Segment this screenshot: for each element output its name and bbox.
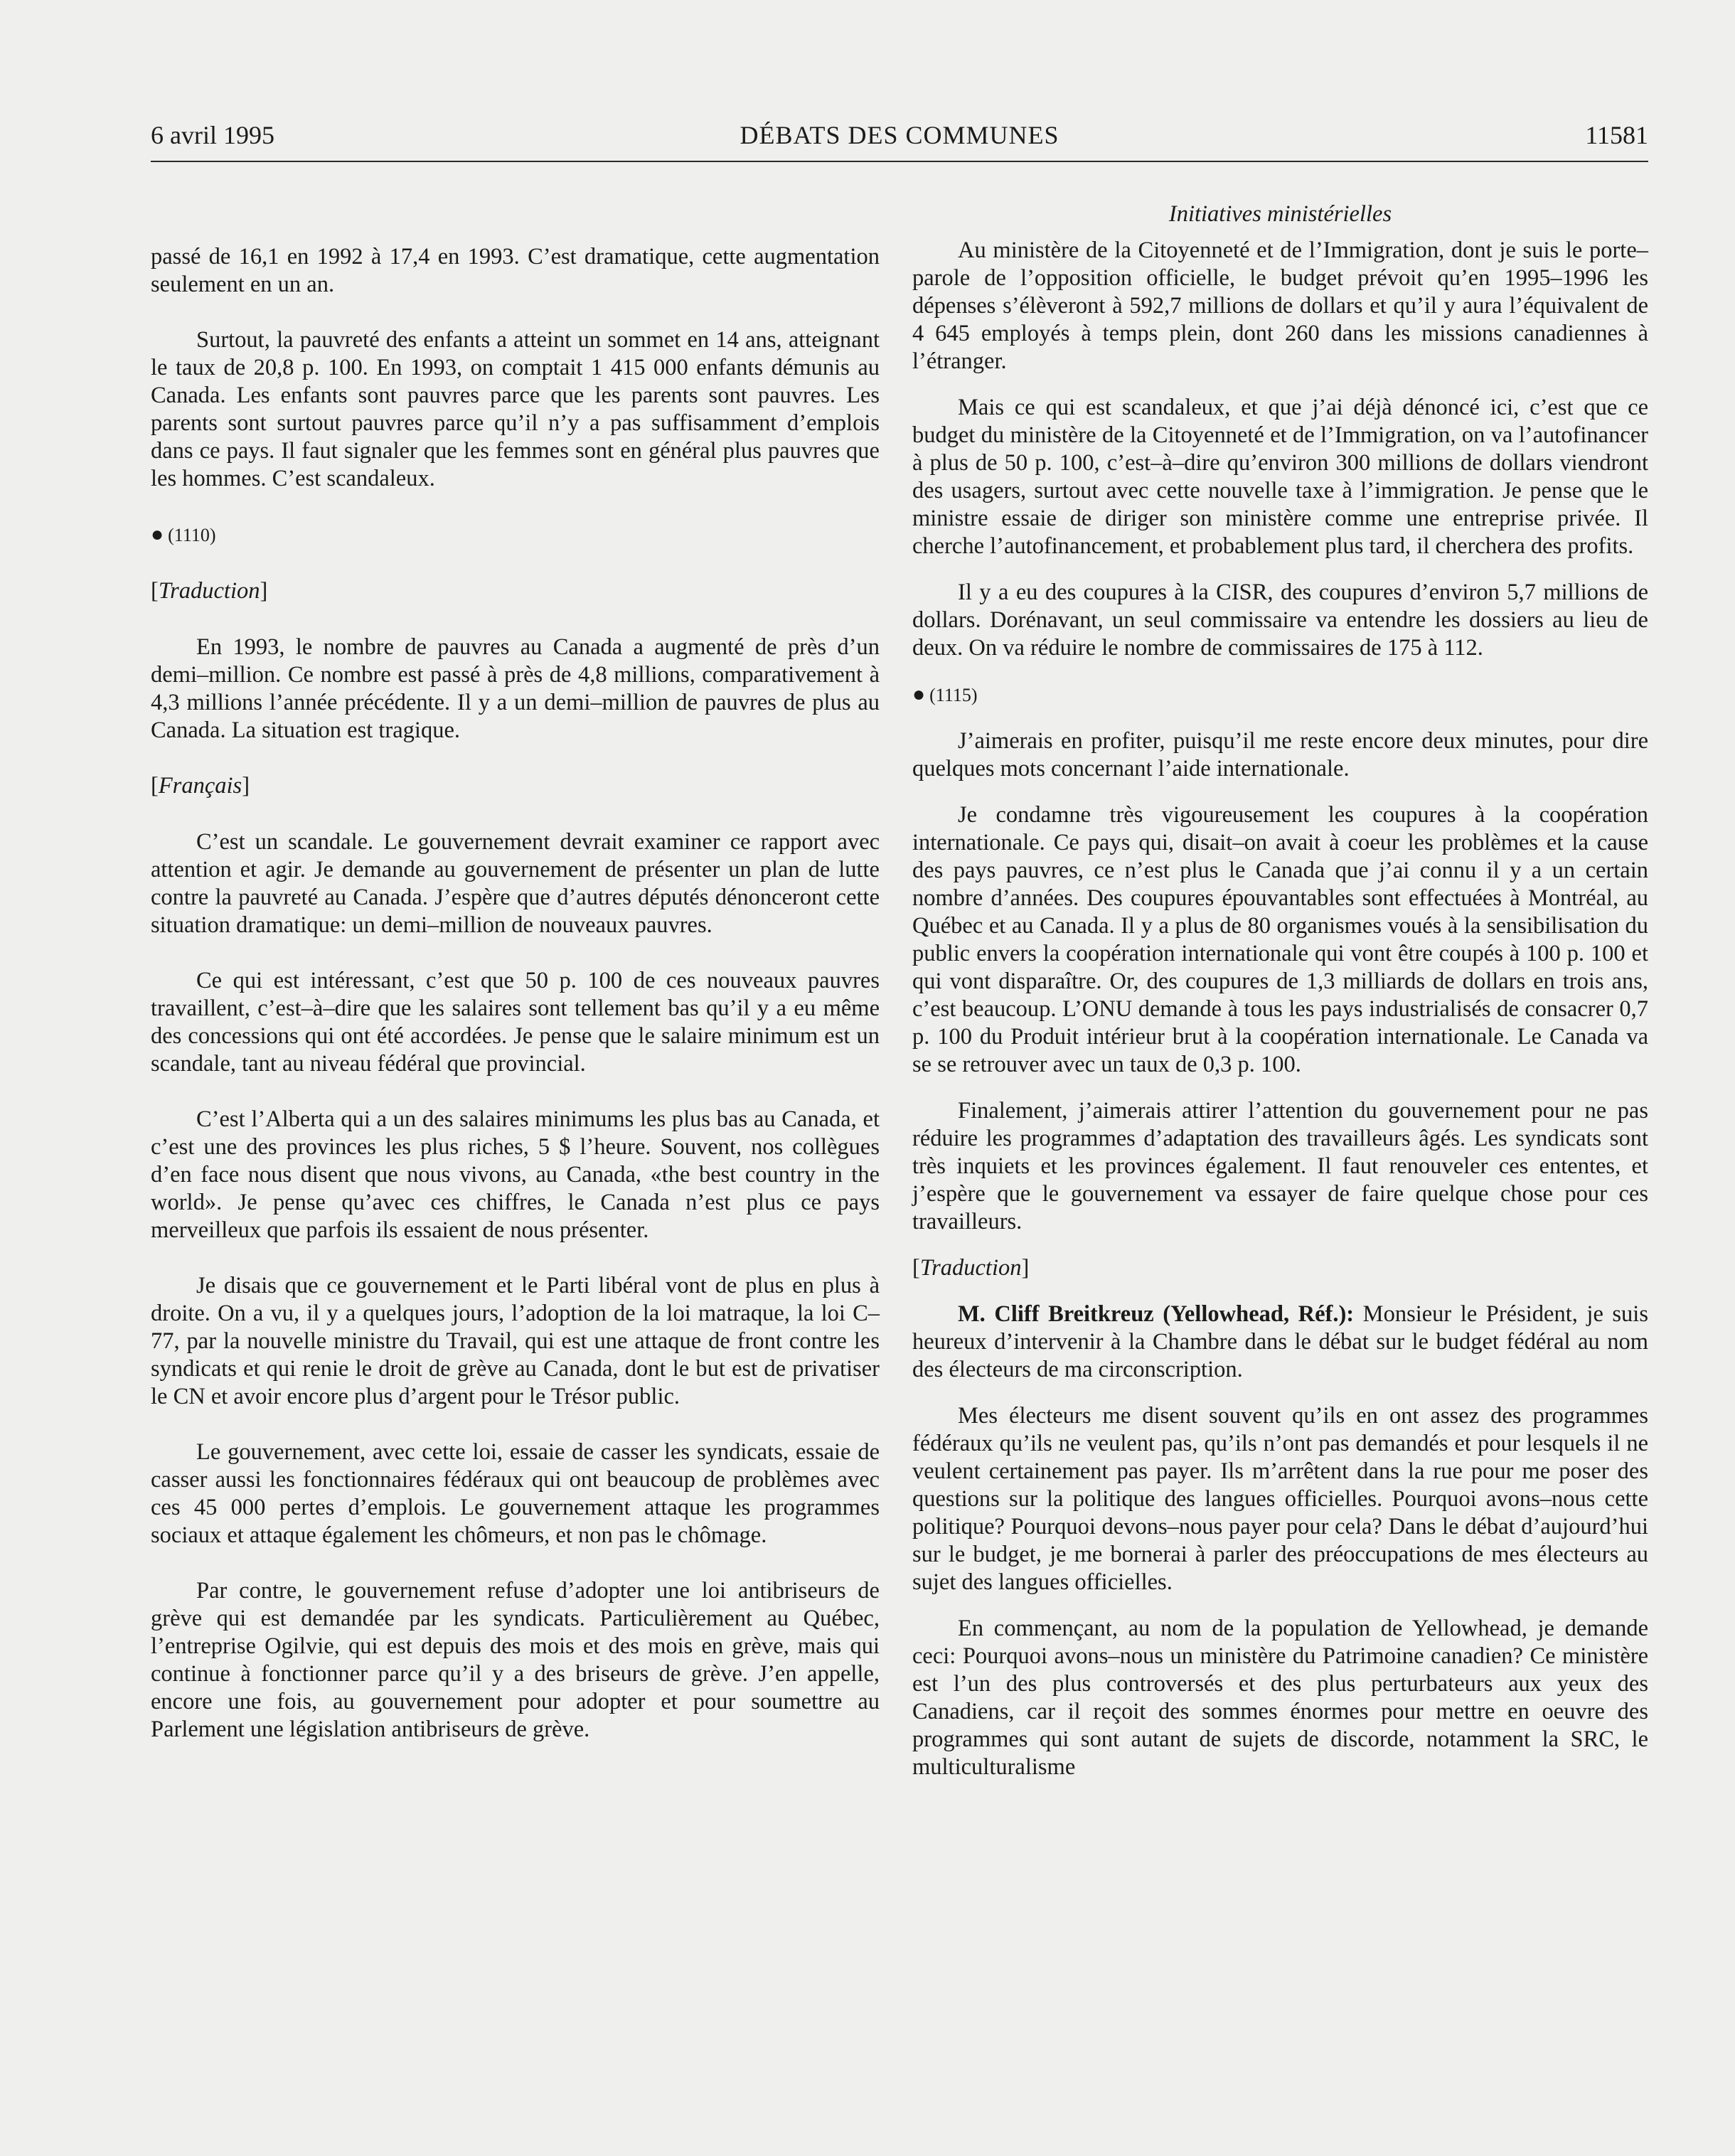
paragraph: C’est l’Alberta qui a un des salaires minimums les plus bas au Canada, et c’est une des provinces les plus riches, 5 $ l’heure. Souvent, nos collègues d’en face nous disent que nous vivons, au Canada, «the best country in the world». Je pense qu’avec ces chiffres, le Canada n’est plus ce pays merveilleux que parfois ils essaient de nous présenter.	[151, 1106, 880, 1243]
bullet-icon: ●	[912, 683, 926, 706]
bracket-close: ]	[242, 773, 250, 799]
language-note-label: Traduction	[158, 578, 260, 604]
header-page-number: 11581	[1585, 121, 1648, 149]
bracket-open: [	[151, 773, 159, 799]
paragraph: J’aimerais en profiter, puisqu’il me reste encore deux minutes, pour dire quelques mots concernant l’aide internationale.	[912, 728, 1648, 781]
right-column	[912, 201, 1648, 1800]
language-note	[151, 577, 880, 605]
time-marker	[912, 681, 1648, 709]
header-date: 6 avril 1995	[151, 121, 274, 149]
paragraph: En 1993, le nombre de pauvres au Canada a augmenté de près d’un demi–million. Ce nombre est passé à près de 4,8 millions, comparativement à 4,3 millions l’année précédente. Il y a un demi–million de pauvres de plus au Canada. La situation est tragique.	[151, 634, 880, 743]
paragraph: Il y a eu des coupures à la CISR, des coupures d’environ 5,7 millions de dollars. Dorénavant, un seul commissaire va entendre les dossiers au lieu de deux. On va réduire le nombre de commissaires de 175 à 112.	[912, 580, 1648, 661]
paragraph: Finalement, j’aimerais attirer l’attention du gouvernement pour ne pas réduire les programmes d’adaptation des travailleurs âgés. Les syndicats sont très inquiets et les provinces également. Il faut renouveler ces ententes, et j’espère que le gouvernement va essayer de faire quelque chose pour ces travailleurs.	[912, 1098, 1648, 1234]
bullet-icon: ●	[151, 523, 164, 546]
page-header	[151, 119, 1648, 171]
bracket-close: ]	[1021, 1255, 1030, 1281]
paragraph: Par contre, le gouvernement refuse d’adopter une loi antibriseurs de grève qui est demandée par les syndicats. Particulièrement au Québec, l’entreprise Ogilvie, qui est depuis des mois et des mois en grève, mais qui continue à fonctionner parce qu’il y a des briseurs de grève. J’en appelle, encore une fois, au gouvernement pour adopter et pour soumettre au Parlement une législation antibriseurs de grève.	[151, 1578, 880, 1742]
speaker-paragraph	[912, 1301, 1648, 1384]
time-marker-label: (1115)	[929, 685, 978, 705]
paragraph: Au ministère de la Citoyenneté et de l’Immigration, dont je suis le porte–parole de l’opposition officielle, le budget prévoit qu’en 1995–1996 les dépenses s’élèveront à 592,7 millions de dollars et qu’il y aura l’équivalent de 4 645 employés à temps plein, dont 260 dans les missions canadiennes à l’étranger.	[912, 238, 1648, 374]
header-rule	[151, 161, 1648, 162]
left-column	[151, 243, 880, 1771]
language-note-label: Français	[158, 773, 242, 799]
paragraph: En commençant, au nom de la population de Yellowhead, je demande ceci: Pourquoi avons–nous un ministère du Patrimoine canadien? Ce ministère est l’un des plus controversés et des plus perturbateurs aux yeux des Canadiens, car il reçoit des sommes énormes pour mettre en oeuvre des programmes qui sont autant de sujets de discorde, notamment la SRC, le multiculturalisme	[912, 1616, 1648, 1780]
header-title: DÉBATS DES COMMUNES	[740, 121, 1059, 149]
bracket-close: ]	[260, 578, 268, 604]
bracket-open: [	[912, 1255, 920, 1281]
time-marker-label: (1110)	[168, 525, 216, 545]
paragraph: Mes électeurs me disent souvent qu’ils en ont assez des programmes fédéraux qu’ils ne veulent pas, qu’ils n’ont pas demandés et pour lesquels il ne veulent certainement pas payer. Ils m’arrêtent dans la rue pour me poser des questions sur la politique des langues officielles. Pourquoi avons–nous cette politique? Pourquoi devons–nous payer pour cela? Dans le débat d’aujourd’hui sur le budget, je me bornerai à parler des préoccupations de mes électeurs au sujet des langues officielles.	[912, 1403, 1648, 1595]
language-note	[912, 1254, 1648, 1282]
paragraph: Surtout, la pauvreté des enfants a atteint un sommet en 14 ans, atteignant le taux de 20,8 p. 100. En 1993, on comptait 1 415 000 enfants démunis au Canada. Les enfants sont pauvres parce que les parents sont pauvres. Les parents sont surtout pauvres parce qu’il n’y a pas suffisamment d’emplois dans ce pays. Il faut signaler que les femmes sont en général plus pauvres que les hommes. C’est scandaleux.	[151, 327, 880, 491]
paragraph: Je disais que ce gouvernement et le Parti libéral vont de plus en plus à droite. On a vu, il y a quelques jours, l’adoption de la loi matraque, la loi C–77, par la nouvelle ministre du Travail, qui est une attaque de front contre les syndicats et qui renie le droit de grève au Canada, dont le but est de privatiser le CN et avoir encore plus d’argent pour le Trésor public.	[151, 1273, 880, 1409]
paragraph: Mais ce qui est scandaleux, et que j’ai déjà dénoncé ici, c’est que ce budget du ministère de la Citoyenneté et de l’Immigration, on va l’autofinancer à plus de 50 p. 100, c’est–à–dire qu’environ 300 millions de dollars viendront des usagers, surtout avec cette nouvelle taxe à l’immigration. Je pense que le ministre essaie de diriger son ministère comme une entreprise privée. Il cherche l’autofinancement, et probablement plus tard, il cherchera des profits.	[912, 395, 1648, 559]
time-marker	[151, 521, 880, 549]
language-note	[151, 772, 880, 800]
paragraph: Ce qui est intéressant, c’est que 50 p. 100 de ces nouveaux pauvres travaillent, c’est–à–dire que les salaires sont tellement bas qu’il y a eu même des concessions qui ont été accordées. Je pense que le salaire minimum est un scandale, tant au niveau fédéral que provincial.	[151, 968, 880, 1077]
speaker-text: Monsieur le Président, je suis heureux d’intervenir à la Chambre dans le débat sur le budget fédéral au nom des électeurs de ma circonscription.	[912, 1301, 1648, 1382]
paragraph: Je condamne très vigoureusement les coupures à la coopération internationale. Ce pays qui, disait–on avait à coeur les problèmes et la cause des pays pauvres, ce n’est plus le Canada que j’ai connu il y a un certain nombre d’années. Des coupures épouvantables sont effectuées à Montréal, au Québec et au Canada. Il y a plus de 80 organismes voués à la sensibilisation du public envers la coopération internationale qui vont être coupés à 100 p. 100 et qui vont disparaître. Or, des coupures de 1,3 milliards de dollars en trois ans, c’est beaucoup. L’ONU demande à tous les pays industrialisés de consacrer 0,7 p. 100 du Produit intérieur brut à la coopération internationale. Le Canada va se se retrouver avec un taux de 0,3 p. 100.	[912, 802, 1648, 1077]
paragraph: C’est un scandale. Le gouvernement devrait examiner ce rapport avec attention et agir. Je demande au gouvernement de présenter un plan de lutte contre la pauvreté au Canada. J’espère que d’autres députés dénonceront cette situation dramatique: un demi–million de nouveaux pauvres.	[151, 829, 880, 938]
paragraph: passé de 16,1 en 1992 à 17,4 en 1993. C’est dramatique, cette augmentation seulement en un an.	[151, 244, 880, 297]
speaker-name: M. Cliff Breitkreuz (Yellowhead, Réf.):	[958, 1301, 1355, 1327]
bracket-open: [	[151, 578, 159, 604]
language-note-label: Traduction	[919, 1255, 1022, 1281]
paragraph: Le gouvernement, avec cette loi, essaie de casser les syndicats, essaie de casser aussi les fonctionnaires fédéraux qui ont beaucoup de problèmes avec ces 45 000 pertes d’emplois. Le gouvernement attaque les programmes sociaux et attaque également les chômeurs, et non pas le chômage.	[151, 1439, 880, 1548]
section-heading: Initiatives ministérielles	[1168, 201, 1392, 227]
